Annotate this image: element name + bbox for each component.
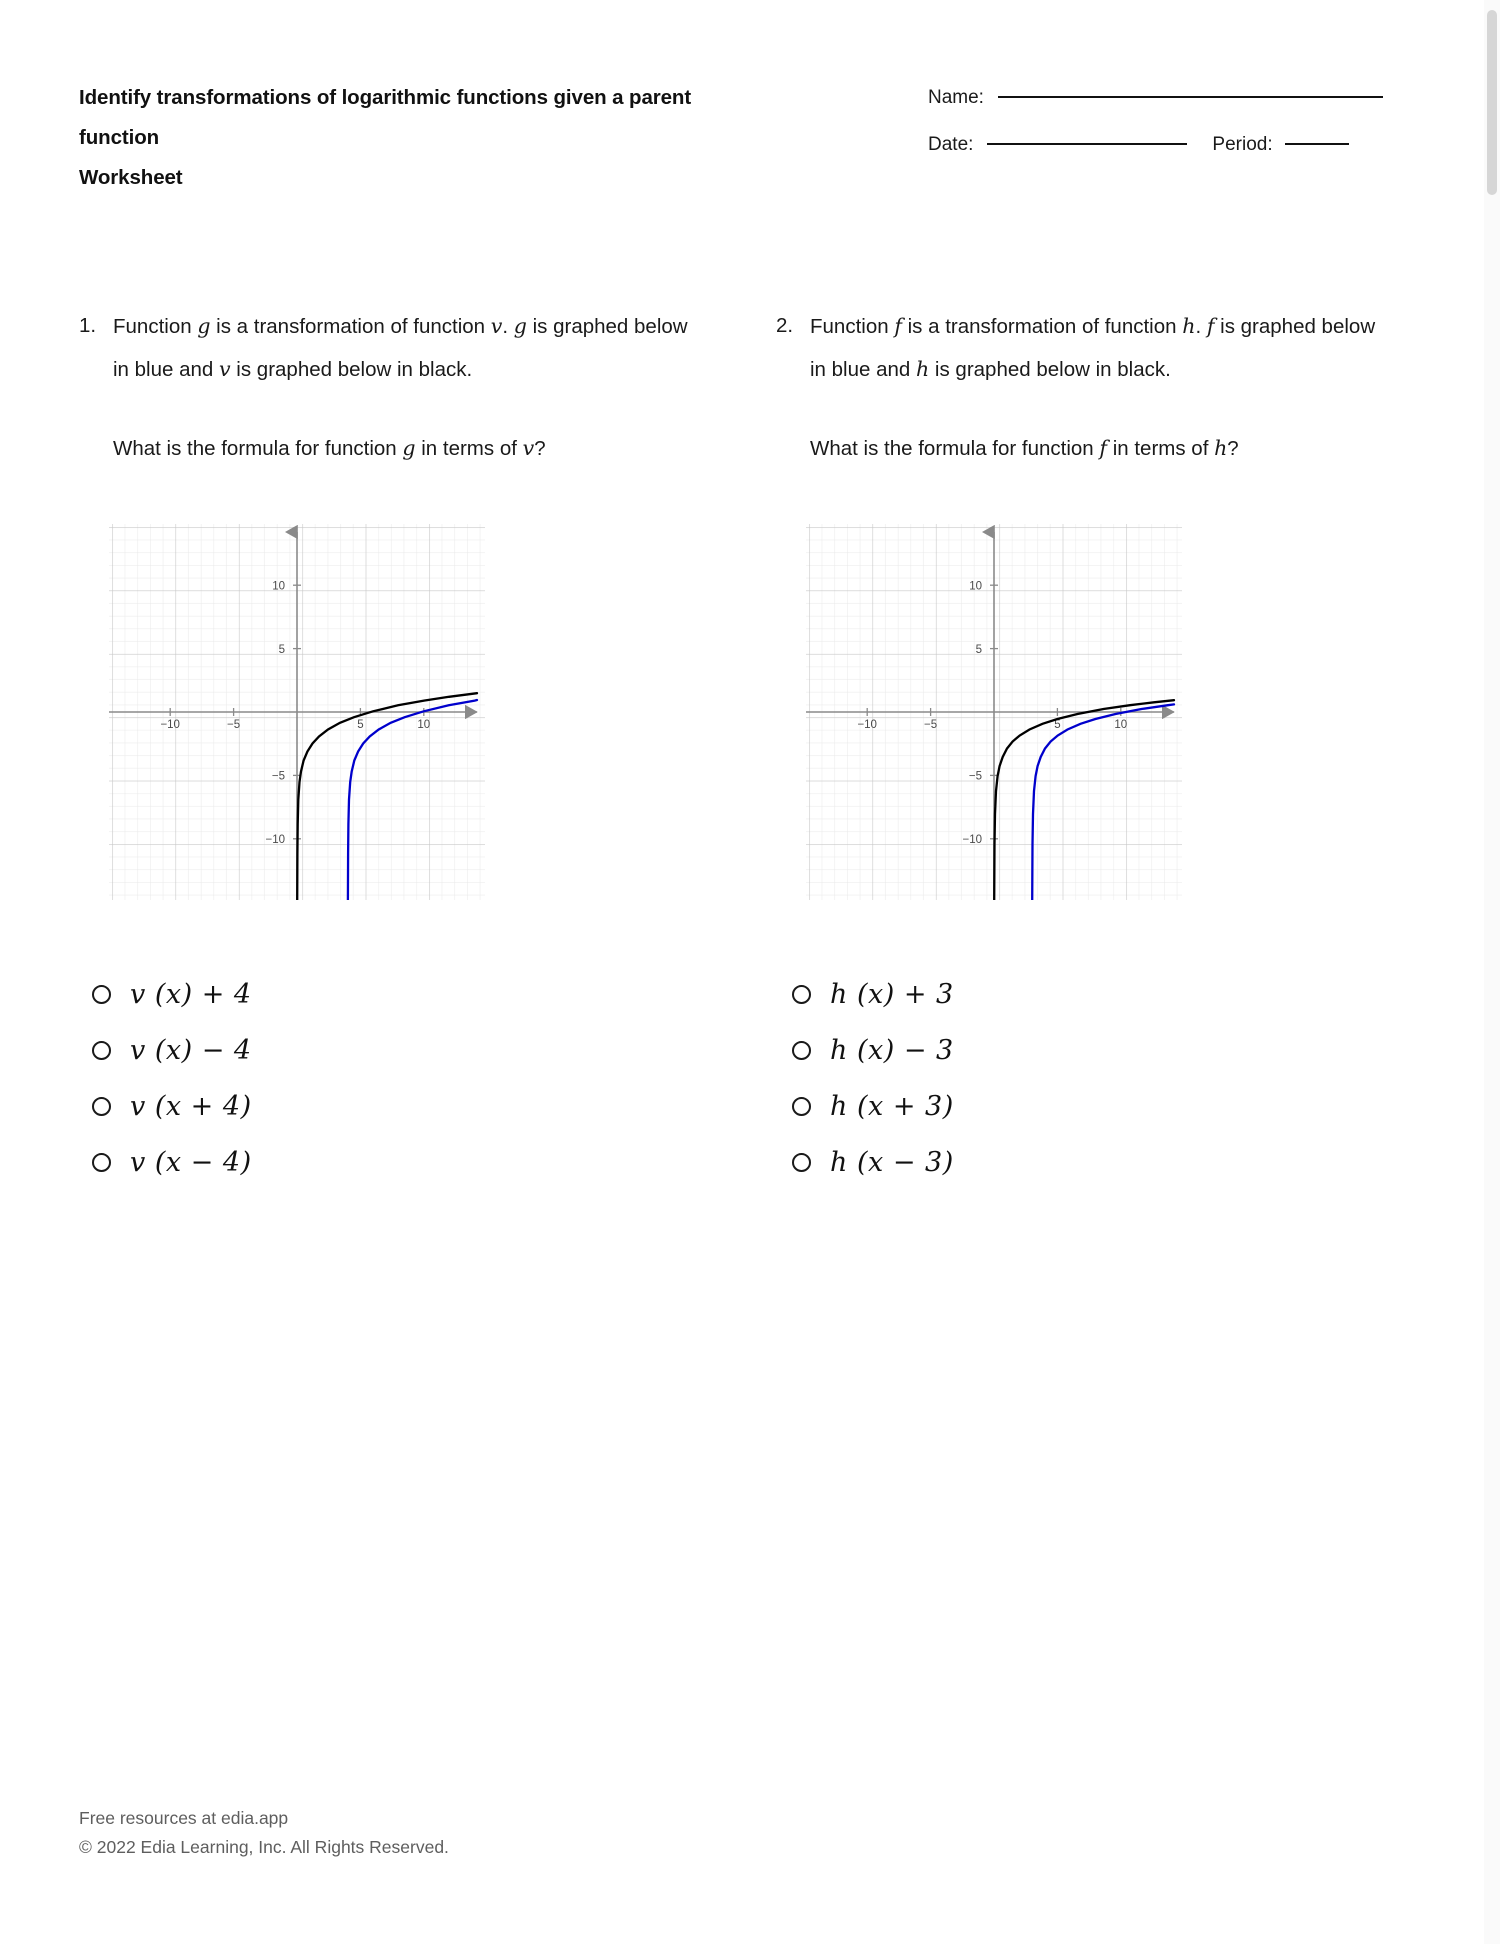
name-row [928,87,1488,134]
choice-1c[interactable] [92,1078,252,1134]
svg-text:5: 5 [278,643,285,656]
footer-copyright-line: © 2022 Edia Learning, Inc. All Rights Reserved. [79,1837,449,1857]
graph-1-svg [109,524,485,900]
radio-icon[interactable] [92,985,111,1004]
page-title [79,78,879,198]
date-period-row [928,134,1488,181]
svg-text:−5: −5 [227,719,241,731]
svg-text:10: 10 [1114,719,1128,731]
question-2-number: 2. [776,314,794,337]
svg-text:−5: −5 [924,719,938,731]
choice-1a[interactable] [92,966,252,1022]
svg-text:−10: −10 [265,834,285,847]
question-1-choices [92,966,252,1190]
question-2 [776,305,1396,470]
page-title-line-1: Identify transformations of logarithmic functions given a parent [79,86,692,109]
date-input-line[interactable] [987,143,1187,145]
svg-text:5: 5 [975,643,982,656]
question-1-statement-text: Function g is a transformation of function v. g is graphed below in blue and v is graphed below in black. [113,314,688,381]
choice-2c[interactable] [792,1078,954,1134]
vertical-scrollbar[interactable] [1484,0,1500,1944]
graph-2 [806,524,1182,905]
svg-text:5: 5 [357,719,364,731]
question-1-statement [79,305,699,391]
date-label: Date: [928,134,974,155]
radio-icon[interactable] [792,1041,811,1060]
page-title-line-3: Worksheet [79,166,183,189]
question-1 [79,305,699,470]
choice-1b[interactable] [92,1022,252,1078]
radio-icon[interactable] [792,1153,811,1172]
student-info-block [928,87,1488,181]
choice-2d-label: h (x − 3) [830,1146,954,1178]
choice-1b-label: v (x) − 4 [130,1034,252,1066]
choice-1d[interactable] [92,1134,252,1190]
svg-text:5: 5 [1054,719,1061,731]
page-footer [79,1804,449,1862]
svg-text:−5: −5 [271,770,285,783]
svg-text:−5: −5 [968,770,982,783]
choice-2b-label: h (x) − 3 [830,1034,954,1066]
period-label: Period: [1212,134,1273,155]
question-1-number: 1. [79,314,97,337]
svg-text:−10: −10 [962,834,982,847]
choice-2b[interactable] [792,1022,954,1078]
period-input-line[interactable] [1285,143,1349,145]
choice-2a-label: h (x) + 3 [830,978,954,1010]
graph-2-svg [806,524,1182,900]
radio-icon[interactable] [92,1097,111,1116]
graph-1 [109,524,485,905]
page-title-line-2: function [79,126,160,149]
question-2-statement [776,305,1396,391]
svg-text:10: 10 [417,719,431,731]
footer-resources-line: Free resources at edia.app [79,1808,289,1828]
name-input-line[interactable] [998,96,1383,98]
choice-1a-label: v (x) + 4 [130,978,252,1010]
radio-icon[interactable] [792,1097,811,1116]
choice-2a[interactable] [792,966,954,1022]
name-label: Name: [928,87,984,108]
choice-1d-label: v (x − 4) [130,1146,252,1178]
choice-2d[interactable] [792,1134,954,1190]
svg-text:−10: −10 [857,719,877,731]
choice-1c-label: v (x + 4) [130,1090,252,1122]
svg-text:10: 10 [272,580,285,593]
choice-2c-label: h (x + 3) [830,1090,954,1122]
svg-text:−10: −10 [160,719,180,731]
svg-text:10: 10 [969,580,982,593]
radio-icon[interactable] [92,1041,111,1060]
question-2-choices [792,966,954,1190]
radio-icon[interactable] [792,985,811,1004]
scrollbar-thumb[interactable] [1487,10,1497,195]
radio-icon[interactable] [92,1153,111,1172]
question-2-prompt: What is the formula for function f in terms of h? [810,436,1239,460]
question-2-statement-text: Function f is a transformation of function h. f is graphed below in blue and h is graphed below in black. [810,314,1376,381]
question-1-prompt: What is the formula for function g in terms of v? [113,436,546,460]
